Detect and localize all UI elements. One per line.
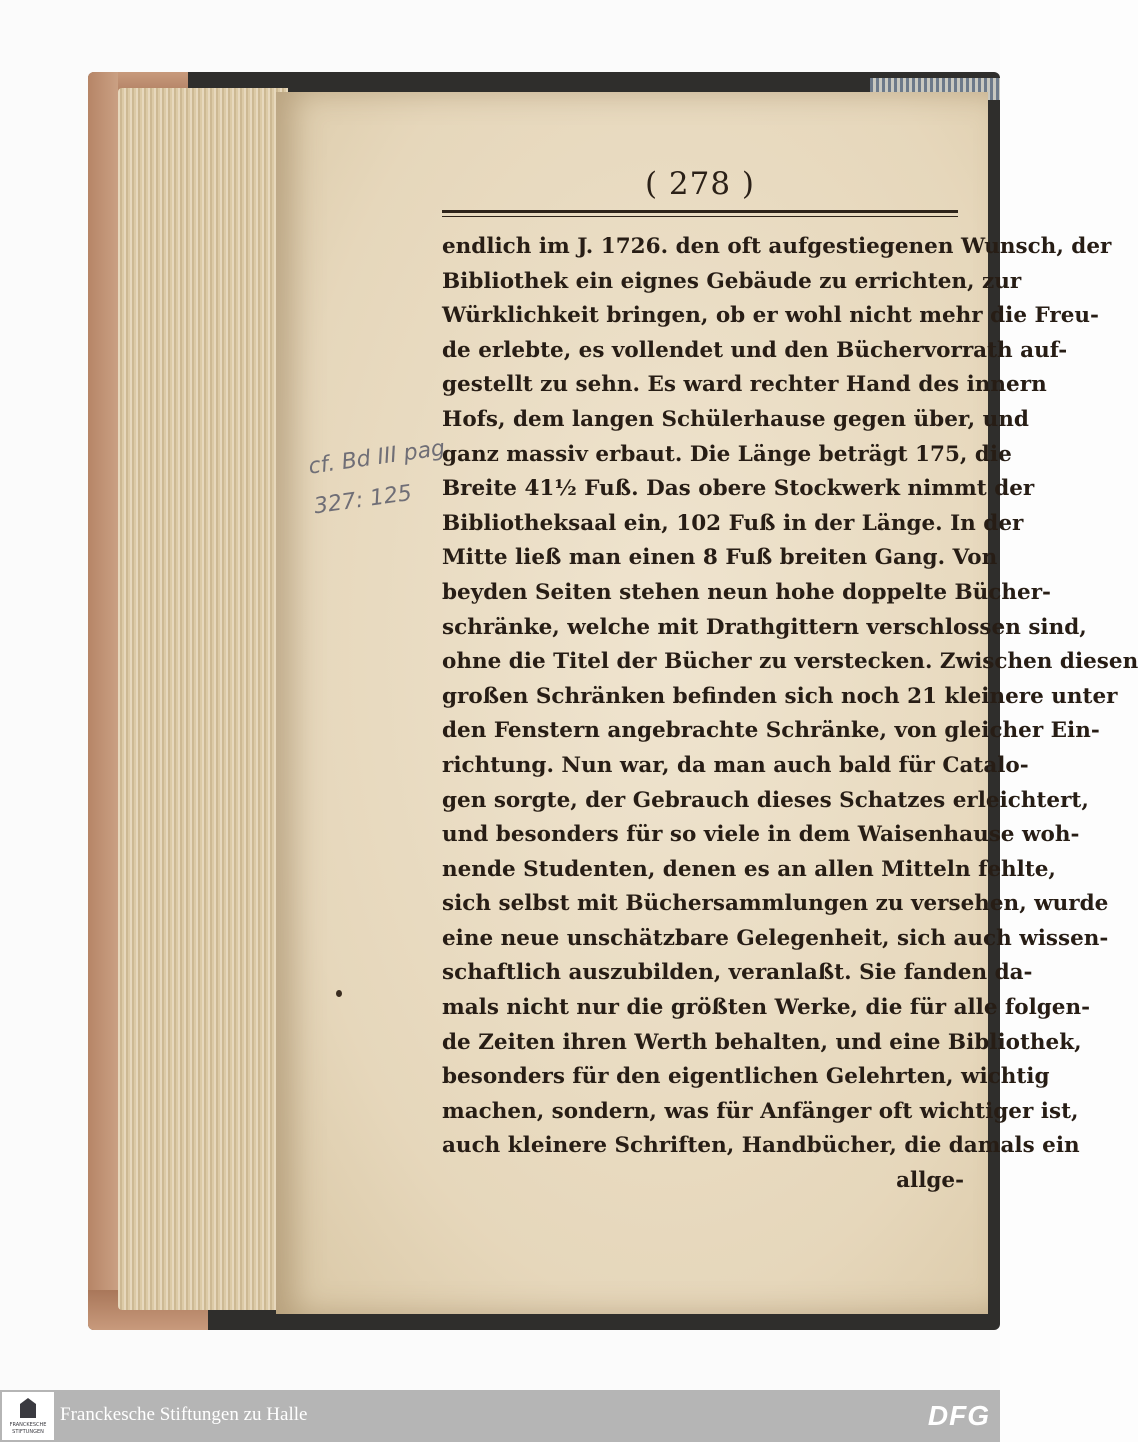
text-line: und besonders für so viele in dem Waisenhause woh- bbox=[442, 822, 1080, 848]
text-line: machen, sondern, was für Anfänger oft wichtiger ist, bbox=[442, 1098, 1079, 1124]
margin-note-line: 327: 125 bbox=[312, 480, 414, 520]
text-line: mals nicht nur die größten Werke, die für alle folgen- bbox=[442, 995, 1091, 1021]
dfg-logo[interactable]: DFG bbox=[927, 1400, 990, 1431]
margin-note-line: cf. Bd III pag bbox=[306, 435, 447, 480]
text-line: de Zeiten ihren Werth behalten, und eine Bibliothek, bbox=[442, 1029, 1082, 1055]
text-line: Würklichkeit bringen, ob er wohl nicht mehr die Freu- bbox=[442, 303, 1099, 329]
leather-spine-edge bbox=[88, 72, 118, 1330]
logo-text-line: FRANCKESCHE bbox=[9, 1422, 47, 1428]
text-line: sich selbst mit Büchersammlungen zu versehen, wurde bbox=[442, 891, 1109, 917]
text-line: auch kleinere Schriften, Handbücher, die damals ein bbox=[442, 1133, 1080, 1159]
text-line: gen sorgte, der Gebrauch dieses Schatzes erleichtert, bbox=[442, 787, 1089, 813]
franckesche-logo[interactable] bbox=[2, 1392, 54, 1440]
page-block-edges bbox=[118, 88, 288, 1310]
text-line: richtung. Nun war, da man auch bald für Catalo- bbox=[442, 752, 1029, 778]
text-line: großen Schränken befinden sich noch 21 kleinere unter bbox=[442, 683, 1118, 709]
page-text bbox=[442, 230, 1138, 1199]
header-rule-thick bbox=[442, 210, 958, 213]
text-line: nende Studenten, denen es an allen Mitteln fehlte, bbox=[442, 856, 1056, 882]
page-number: ( 278 ) bbox=[644, 166, 756, 202]
text-line: schränke, welche mit Drathgittern verschlossen sind, bbox=[442, 614, 1087, 640]
text-line: schaftlich auszubilden, veranlaßt. Sie fanden da- bbox=[442, 960, 1033, 986]
text-line: de erlebte, es vollendet und den Büchervorrath auf- bbox=[442, 337, 1068, 363]
text-line: Hofs, dem langen Schülerhause gegen über, und bbox=[442, 406, 1029, 432]
building-icon bbox=[20, 1398, 36, 1418]
text-line: eine neue unschätzbare Gelegenheit, sich auch wissen- bbox=[442, 925, 1109, 951]
text-line: Breite 41½ Fuß. Das obere Stockwerk nimmt der bbox=[442, 476, 1035, 502]
text-line: gestellt zu sehn. Es ward rechter Hand des innern bbox=[442, 372, 1047, 398]
text-line: Bibliothek ein eignes Gebäude zu errichten, zur bbox=[442, 268, 1022, 294]
ink-spot bbox=[336, 990, 342, 997]
text-line: ganz massiv erbaut. Die Länge beträgt 175, die bbox=[442, 441, 1012, 467]
logo-text-line: STIFTUNGEN bbox=[12, 1429, 44, 1435]
text-line: ohne die Titel der Bücher zu verstecken. Zwischen diesen bbox=[442, 649, 1138, 675]
text-line: den Fenstern angebrachte Schränke, von gleicher Ein- bbox=[442, 718, 1100, 744]
header-rule-thin bbox=[442, 216, 958, 217]
text-line: beyden Seiten stehen neun hohe doppelte Bücher- bbox=[442, 579, 1051, 605]
text-line: endlich im J. 1726. den oft aufgestiegenen Wunsch, der bbox=[442, 234, 1112, 259]
text-line: allge- bbox=[896, 1168, 964, 1194]
text-line: besonders für den eigentlichen Gelehrten, wichtig bbox=[442, 1064, 1050, 1090]
institution-name: Franckesche Stiftungen zu Halle bbox=[60, 1404, 308, 1425]
text-line: Bibliotheksaal ein, 102 Fuß in der Länge. In der bbox=[442, 510, 1024, 536]
text-line: Mitte ließ man einen 8 Fuß breiten Gang. Von bbox=[442, 545, 998, 571]
